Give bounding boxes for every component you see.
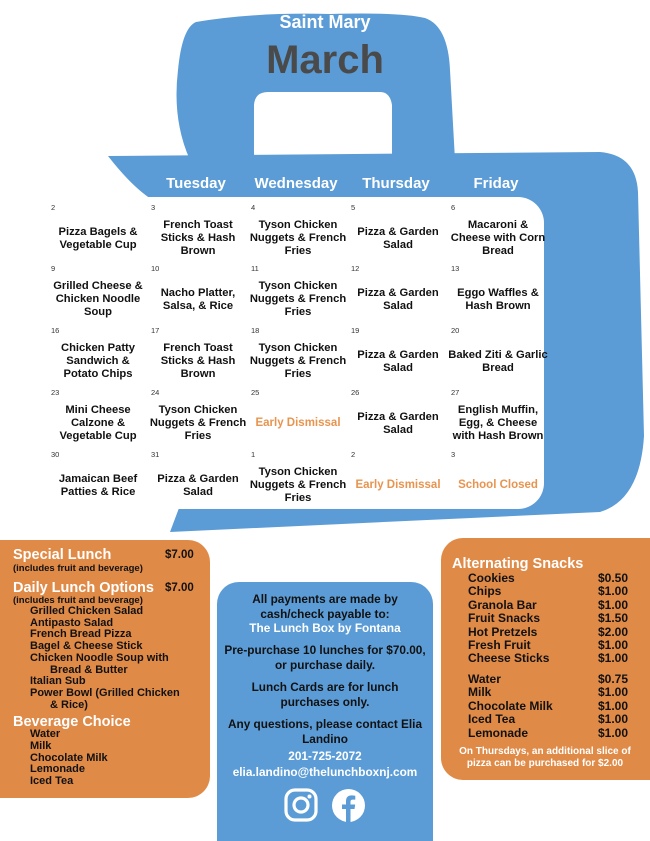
snack-price: $1.00: [597, 638, 628, 652]
snack-price: $1.00: [597, 584, 628, 599]
menu-item: Grilled Cheese & Chicken Noodle Soup: [53, 280, 143, 318]
snack-name: Water: [468, 672, 501, 686]
snack-name: Cheese Sticks: [468, 651, 550, 666]
calendar-day-cell: [248, 388, 348, 450]
day-number: 27: [451, 388, 460, 397]
menu-item: Mini Cheese Calzone & Vegetable Cup: [59, 404, 137, 442]
calendar-day-cell: [448, 450, 548, 512]
day-number: 24: [151, 388, 160, 397]
day-number: 18: [251, 326, 260, 335]
calendar-day-cell: [248, 203, 348, 265]
day-number: 9: [51, 264, 56, 273]
day-number: 1: [251, 450, 256, 459]
beverage-title: Beverage Choice: [13, 714, 131, 730]
special-lunch-title: Special Lunch: [13, 547, 112, 563]
day-number: 20: [451, 326, 460, 335]
lunch-option: & Rice): [50, 698, 88, 711]
beverage-option: Water: [30, 728, 61, 740]
snack-price: $1.00: [597, 651, 628, 666]
day-header-tuesday: Tuesday: [166, 175, 226, 192]
snack-price: $0.75: [597, 672, 628, 686]
menu-item: Nacho Platter, Salsa, & Rice: [160, 286, 236, 312]
menu-item: Tyson Chicken Nuggets & French Fries: [249, 466, 347, 504]
calendar-day-cell: [48, 264, 148, 326]
day-notice: School Closed: [458, 479, 538, 491]
menu-item: Tyson Chicken Nuggets & French Fries: [249, 280, 347, 318]
calendar-day-cell: [248, 450, 348, 512]
special-lunch-note: (includes fruit and beverage): [13, 563, 143, 574]
snack-row: [468, 638, 628, 651]
lunch-option: French Bread Pizza: [30, 628, 132, 641]
snack-price: $1.00: [597, 725, 628, 740]
contact-info: Any questions, please contact Elia Landino: [227, 717, 423, 746]
day-number: 30: [51, 450, 60, 459]
day-number: 10: [151, 264, 160, 273]
calendar-day-cell: [348, 326, 448, 388]
day-number: 19: [351, 326, 360, 335]
lunch-card-info: Lunch Cards are for lunch purchases only.: [251, 680, 399, 709]
snack-price: $1.00: [597, 597, 628, 612]
beverage-option: Chocolate Milk: [30, 751, 108, 764]
snack-name: Granola Bar: [468, 597, 537, 612]
beverage-option: Iced Tea: [30, 775, 74, 788]
calendar-day-cell: [148, 264, 248, 326]
daily-lunch-price: $7.00: [165, 582, 194, 594]
snack-name: Milk: [468, 685, 492, 700]
day-number: 12: [351, 264, 360, 273]
snack-row: [468, 699, 628, 712]
calendar-day-cell: [348, 388, 448, 450]
contact-email[interactable]: elia.landino@thelunchboxnj.com: [232, 765, 418, 779]
payment-info: All payments are made by cash/check payable to:: [252, 592, 398, 621]
instagram-icon[interactable]: [284, 788, 318, 822]
beverage-option: Milk: [30, 739, 52, 752]
day-header-monday: Monday: [67, 175, 125, 192]
day-header-friday: Friday: [473, 175, 519, 192]
snacks-title: Alternating Snacks: [452, 556, 584, 572]
menu-item: French Toast Sticks & Hash Brown: [160, 342, 236, 380]
menu-item: Pizza & Garden Salad: [157, 472, 239, 498]
menu-item: Pizza & Garden Salad: [357, 225, 439, 251]
snack-name: Chips: [468, 584, 502, 599]
calendar-day-cell: [248, 264, 348, 326]
daily-lunch-title: Daily Lunch Options: [13, 580, 154, 596]
payee-name: The Lunch Box by Fontana: [249, 621, 401, 635]
snack-price: $0.50: [597, 571, 628, 585]
snack-row: [468, 672, 628, 685]
day-number: 31: [151, 450, 160, 459]
day-number: 26: [351, 388, 360, 397]
day-number: 16: [51, 326, 60, 335]
calendar-day-cell: [148, 203, 248, 265]
snack-name: Lemonade: [468, 725, 529, 740]
day-number: 13: [451, 264, 460, 273]
snack-price: $1.00: [597, 685, 628, 700]
lunchbox-handle: [177, 14, 456, 161]
menu-item: Pizza & Garden Salad: [357, 286, 439, 312]
snack-row: [468, 651, 628, 664]
snack-row: [468, 611, 628, 624]
calendar-day-cell: [48, 326, 148, 388]
calendar-day-cell: [48, 388, 148, 450]
snack-row: [468, 598, 628, 611]
snack-row: [468, 685, 628, 698]
snack-price: $1.00: [597, 712, 628, 727]
day-notice: Early Dismissal: [355, 479, 441, 491]
menu-item: Pizza & Garden Salad: [357, 410, 439, 436]
menu-item: Macaroni & Cheese with Corn Bread: [450, 219, 546, 257]
calendar-day-cell: [448, 326, 548, 388]
lunch-option: Chicken Noodle Soup with: [30, 651, 169, 664]
snack-price: $1.00: [597, 698, 628, 713]
day-number: 17: [151, 326, 160, 335]
lunch-option: Bagel & Cheese Stick: [30, 640, 143, 653]
calendar-day-cell: [148, 450, 248, 512]
month-title: March: [266, 38, 384, 82]
menu-item: Pizza Bagels & Vegetable Cup: [58, 225, 138, 251]
snack-name: Hot Pretzels: [468, 624, 538, 639]
calendar-day-cell: [148, 326, 248, 388]
menu-item: Tyson Chicken Nuggets & French Fries: [249, 342, 347, 380]
day-number: 25: [251, 388, 260, 397]
menu-item: Chicken Patty Sandwich & Potato Chips: [61, 342, 135, 380]
day-number: 4: [251, 203, 256, 212]
menu-item: English Muffin, Egg, & Cheese with Hash Brown: [452, 404, 544, 442]
calendar-day-cell: [48, 450, 148, 512]
menu-item: Tyson Chicken Nuggets & French Fries: [149, 404, 247, 442]
day-number: 6: [451, 203, 456, 212]
calendar-day-cell: [348, 450, 448, 512]
snack-name: Fresh Fruit: [468, 638, 531, 652]
menu-item: Eggo Waffles & Hash Brown: [457, 286, 539, 312]
menu-item: Pizza & Garden Salad: [357, 348, 439, 374]
snack-row: [468, 584, 628, 597]
snack-name: Chocolate Milk: [468, 698, 553, 713]
lunch-option: Power Bowl (Grilled Chicken: [30, 686, 180, 699]
snack-row: [468, 625, 628, 638]
calendar-day-cell: [448, 264, 548, 326]
calendar-day-cell: [148, 388, 248, 450]
special-lunch-price: $7.00: [165, 549, 194, 561]
snack-name: Iced Tea: [468, 712, 516, 727]
calendar-day-cell: [448, 203, 548, 265]
snack-row: [468, 571, 628, 584]
contact-phone[interactable]: 201-725-2072: [288, 749, 362, 763]
snack-name: Fruit Snacks: [468, 611, 541, 626]
calendar-day-cell: [448, 388, 548, 450]
lunch-option: Italian Sub: [30, 675, 86, 688]
menu-item: Jamaican Beef Patties & Rice: [58, 472, 138, 498]
day-header-thursday: Thursday: [362, 175, 430, 192]
snack-price: $2.00: [597, 624, 628, 639]
calendar-day-cell: [48, 203, 148, 265]
calendar-day-cell: [348, 203, 448, 265]
menu-item: Tyson Chicken Nuggets & French Fries: [249, 219, 347, 257]
daily-lunch-note: (includes fruit and beverage): [13, 595, 143, 606]
facebook-icon[interactable]: [331, 788, 366, 823]
calendar-day-cell: [348, 264, 448, 326]
day-number: 23: [51, 388, 60, 397]
day-header-wednesday: Wednesday: [254, 175, 338, 192]
day-number: 3: [151, 203, 156, 212]
snack-row: [468, 726, 628, 739]
snack-name: Cookies: [468, 571, 515, 585]
lunch-option: Bread & Butter: [50, 663, 128, 676]
day-number: 11: [251, 264, 259, 273]
day-number: 2: [51, 203, 56, 212]
day-number: 5: [351, 203, 356, 212]
school-name: Saint Mary: [279, 12, 371, 32]
menu-item: Baked Ziti & Garlic Bread: [448, 348, 548, 374]
menu-item: French Toast Sticks & Hash Brown: [160, 219, 236, 257]
snacks-note: On Thursdays, an additional slice of pizza can be purchased for $2.00: [459, 746, 631, 769]
snack-row: [468, 712, 628, 725]
day-number: 2: [351, 450, 356, 459]
calendar-day-cell: [248, 326, 348, 388]
day-number: 3: [451, 450, 456, 459]
snack-price: $1.50: [597, 611, 628, 626]
lunch-option: Grilled Chicken Salad: [30, 605, 144, 617]
day-notice: Early Dismissal: [255, 417, 341, 429]
lunch-option: Antipasto Salad: [30, 616, 114, 629]
beverage-option: Lemonade: [30, 763, 86, 776]
prepurchase-info: Pre-purchase 10 lunches for $70.00, or purchase daily.: [224, 643, 426, 672]
